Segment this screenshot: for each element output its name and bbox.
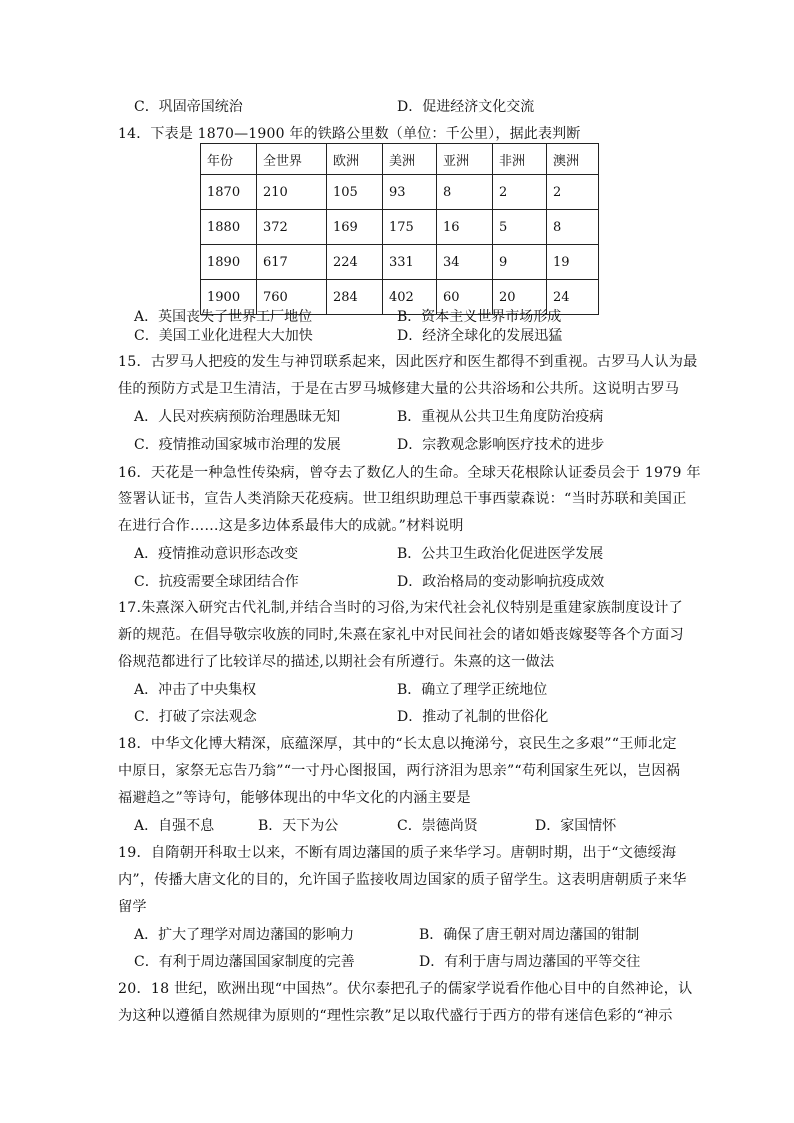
q15-line-2: 佳的预防方式是卫生清洁，于是在古罗马城修建大量的公共浴场和公共所。这说明古罗马 xyxy=(118,381,680,397)
header-cell: 澳洲 xyxy=(547,144,599,175)
table-cell: 20 xyxy=(493,280,547,315)
q15-option-a: A．人民对疾病预防治理愚昧无知 xyxy=(134,409,341,425)
q19-option-b: B．确保了唐王朝对周边藩国的钳制 xyxy=(419,927,640,943)
header-cell: 全世界 xyxy=(257,144,327,175)
table-cell: 1880 xyxy=(201,210,257,245)
q18-line-3: 福避趋之”等诗句，能够体现出的中华文化的内涵主要是 xyxy=(118,790,471,806)
table-cell: 93 xyxy=(383,175,437,210)
table-cell: 175 xyxy=(383,210,437,245)
q18-option-d: D．家国情怀 xyxy=(535,818,617,834)
railway-table xyxy=(200,143,599,315)
q20-line-1: 20．18 世纪，欧洲出现“中国热”。伏尔泰把孔子的儒家学说看作他心目中的自然神论，认 xyxy=(118,981,693,997)
q16-option-b: B．公共卫生政治化促进医学发展 xyxy=(397,546,604,562)
q18-line-2: 中原日，家祭无忘告乃翁”“一寸丹心图报国，两行济泪为思亲”“苟利国家生死以，岂因祸 xyxy=(118,763,681,779)
table-cell: 224 xyxy=(327,245,383,280)
q13-option-d: D．促进经济文化交流 xyxy=(397,99,535,115)
q14-option-d: D．经济全球化的发展迅猛 xyxy=(397,328,563,344)
q18-line-1: 18．中华文化博大精深，底蕴深厚，其中的“长太息以掩涕兮，哀民生之多艰”“王师北定 xyxy=(118,736,677,752)
table-row xyxy=(201,245,599,280)
q15-option-c: C．疫情推动国家城市治理的发展 xyxy=(134,437,341,453)
table-cell: 105 xyxy=(327,175,383,210)
header-cell: 年份 xyxy=(201,144,257,175)
table-cell: 1870 xyxy=(201,175,257,210)
table-cell: 8 xyxy=(547,210,599,245)
q15-option-b: B．重视从公共卫生角度防治疫病 xyxy=(397,409,604,425)
table-cell: 60 xyxy=(437,280,493,315)
q16-line-1: 16．天花是一种急性传染病，曾夺去了数亿人的生命。全球天花根除认证委员会于 1979 年 xyxy=(118,465,701,481)
q19-option-d: D．有利于唐与周边藩国的平等交往 xyxy=(419,954,641,970)
table-cell: 2 xyxy=(547,175,599,210)
q19-option-c: C．有利于周边藩国国家制度的完善 xyxy=(134,954,355,970)
q17-line-1: 17.朱熹深入研究古代礼制,并结合当时的习俗,为宋代社会礼仪特别是重建家族制度设计了 xyxy=(118,600,683,616)
q19-line-2: 内”，传播大唐文化的目的，允许国子监接收周边国家的质子留学生。这表明唐朝质子来华 xyxy=(118,872,687,888)
table-row xyxy=(201,210,599,245)
table-cell: 402 xyxy=(383,280,437,315)
q16-option-d: D．政治格局的变动影响抗疫成效 xyxy=(397,574,605,590)
q16-line-3: 在进行合作……这是多边体系最伟大的成就。”材料说明 xyxy=(118,518,464,534)
q17-option-a: A．冲击了中央集权 xyxy=(134,682,257,698)
q16-option-a: A．疫情推动意识形态改变 xyxy=(134,546,299,562)
q16-option-c: C．抗疫需要全球团结合作 xyxy=(134,574,299,590)
table-cell: 9 xyxy=(493,245,547,280)
header-cell: 非洲 xyxy=(493,144,547,175)
q20-line-2: 为这种以遵循自然规律为原则的“理性宗教”足以取代盛行于西方的带有迷信色彩的“神示 xyxy=(118,1008,673,1024)
header-cell: 欧洲 xyxy=(327,144,383,175)
q15-line-1: 15．古罗马人把疫的发生与神罚联系起来，因此医疗和医生都得不到重视。古罗马人认为最 xyxy=(118,354,698,370)
q17-line-2: 新的规范。在倡导敬宗收族的同时,朱熹在家礼中对民间社会的诸如婚丧嫁娶等各个方面习 xyxy=(118,627,684,643)
q13-option-c: C．巩固帝国统治 xyxy=(134,99,243,115)
table-cell: 8 xyxy=(437,175,493,210)
table-cell: 5 xyxy=(493,210,547,245)
q14-stem: 14．下表是 1870—1900 年的铁路公里数（单位：千公里），据此表判断 xyxy=(118,126,581,142)
table-cell: 2 xyxy=(493,175,547,210)
q17-option-d: D．推动了礼制的世俗化 xyxy=(397,709,549,725)
table-cell: 210 xyxy=(257,175,327,210)
q14-option-b: B．资本主义世界市场形成 xyxy=(397,309,562,325)
q17-line-3: 俗规范都进行了比较详尽的描述,以期社会有所遵行。朱熹的这一做法 xyxy=(118,654,555,670)
table-cell: 1890 xyxy=(201,245,257,280)
table-row xyxy=(201,175,599,210)
q14-option-a: A．英国丧失了世界工厂地位 xyxy=(134,309,313,325)
table-header-row xyxy=(201,144,599,175)
q18-option-b: B．天下为公 xyxy=(258,818,339,834)
table-cell: 16 xyxy=(437,210,493,245)
table-cell: 24 xyxy=(547,280,599,315)
table-cell: 617 xyxy=(257,245,327,280)
q17-option-c: C．打破了宗法观念 xyxy=(134,709,257,725)
q17-option-b: B．确立了理学正统地位 xyxy=(397,682,548,698)
table-cell: 760 xyxy=(257,280,327,315)
q18-option-a: A．自强不息 xyxy=(134,818,215,834)
q19-option-a: A．扩大了理学对周边藩国的影响力 xyxy=(134,927,355,943)
q14-option-c: C．美国工业化进程大大加快 xyxy=(134,328,313,344)
table-cell: 19 xyxy=(547,245,599,280)
header-cell: 美洲 xyxy=(383,144,437,175)
table-cell: 169 xyxy=(327,210,383,245)
table-cell: 284 xyxy=(327,280,383,315)
header-cell: 亚洲 xyxy=(437,144,493,175)
q16-line-2: 签署认证书，宣告人类消除天花疫病。世卫组织助理总干事西蒙森说：“当时苏联和美国正 xyxy=(118,491,687,507)
table-cell: 34 xyxy=(437,245,493,280)
table-cell: 1900 xyxy=(201,280,257,315)
table-cell: 331 xyxy=(383,245,437,280)
q15-option-d: D．宗教观念影响医疗技术的进步 xyxy=(397,437,605,453)
table-cell: 372 xyxy=(257,210,327,245)
q19-line-3: 留学 xyxy=(118,899,147,915)
q19-line-1: 19．自隋朝开科取士以来，不断有周边藩国的质子来华学习。唐朝时期，出于“文德绥海 xyxy=(118,845,677,861)
q18-option-c: C．崇德尚贤 xyxy=(397,818,478,834)
